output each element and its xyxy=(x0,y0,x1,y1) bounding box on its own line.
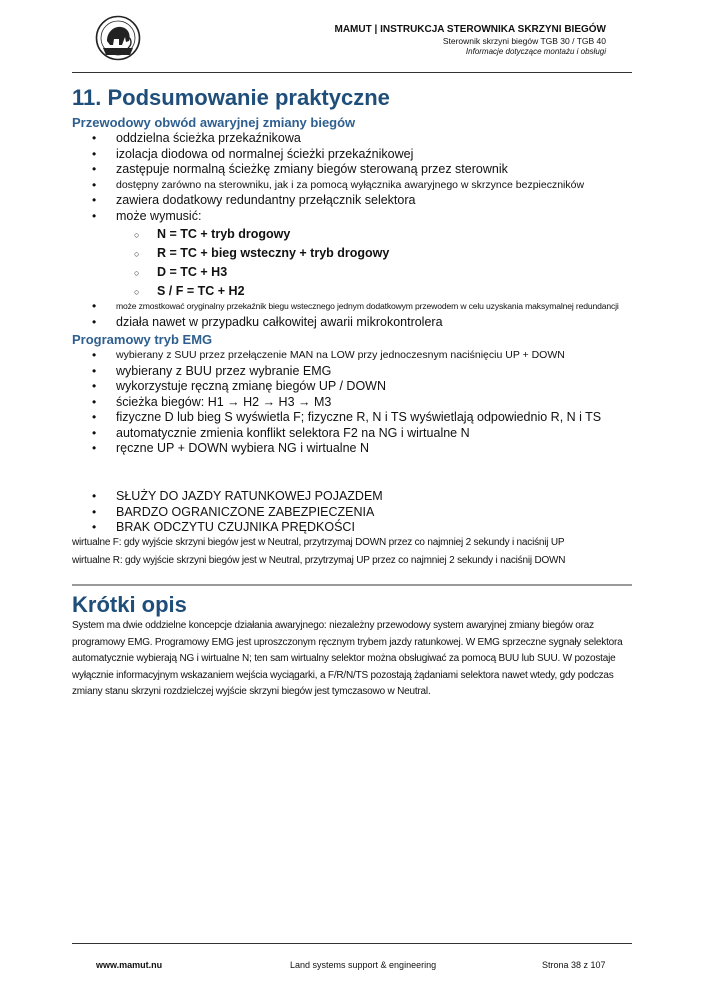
header-subtitle: Sterownik skrzyni biegów TGB 30 / TGB 40 xyxy=(442,36,606,46)
summary-text: System ma dwie oddzielne koncepcje działania awaryjnego: niezależny przewodowy system awaryjnej zmiany biegów oraz programowy EMG. Programowy EMG jest uproszczonym ręcznym trybem jazdy ratunkowej. W EMG sprzeczne sygnały selektora automatycznie wybierają NG i wirtualne N; ten sam wirtualny selektor można obsługiwać za pomocą BUU lub SUU. W pozostaje wyłącznie informacyjnym wskazaniem wejścia wyciągarki, a F/R/N/TS pozostają żądaniami selektora nawet wtedy, gdy podczas zmiany stanu skrzyni rozdzielczej wyjście skrzyni biegów jest tymczasowo w Neutral. xyxy=(72,620,623,697)
header-title: MAMUT | INSTRUKCJA STEROWNIKA SKRZYNI BIEGÓW xyxy=(334,24,606,35)
wired-list xyxy=(0,131,584,224)
list-item: • izolacja diodowa od normalnej ścieżki przekaźnikowej xyxy=(0,147,584,163)
mamut-logo xyxy=(95,15,141,61)
warning-item: • BRAK ODCZYTU CZUJNIKA PRĘDKOŚCI xyxy=(0,520,383,536)
header-note: Informacje dotyczące montażu i obsługi xyxy=(465,47,606,56)
list-item: • ścieżka biegów: H1 → H2 → H3 → M3 xyxy=(0,395,601,411)
footer-center-text: Land systems support & engineering xyxy=(290,960,437,970)
footer-website: www.mamut.nu xyxy=(96,960,163,970)
footer-divider xyxy=(72,943,632,944)
list-item: • dostępny zarówno na sterowniku, jak i za pomocą wyłącznika awaryjnego w skrzynce bezpieczników xyxy=(0,178,584,194)
emg-list xyxy=(0,348,601,457)
wired-list-continued xyxy=(0,299,619,330)
list-item: • ręczne UP + DOWN wybiera NG i wirtualne N xyxy=(0,441,601,457)
list-item: • może wymusić: xyxy=(0,209,584,225)
list-item: • działa nawet w przypadku całkowitej awarii mikrokontrolera xyxy=(0,315,619,331)
list-item: • wybierany z SUU przez przełączenie MAN na LOW przy jednoczesnym naciśnięciu UP + DOWN xyxy=(0,348,601,364)
list-item: • może zmostkować oryginalny przekaźnik biegu wstecznego jednym dodatkowym przewodem w celu uzyskania maksymalnej redundancji xyxy=(0,299,619,315)
sub-list-item: ○ N = TC + tryb drogowy xyxy=(0,225,389,244)
warning-list xyxy=(0,489,383,536)
list-item: • zawiera dodatkowy redundantny przełącznik selektora xyxy=(0,193,584,209)
virtual-r-note: wirtualne R: gdy wyjście skrzyni biegów jest w Neutral, przytrzymaj UP przez co najmniej 2 sekundy i naciśnij DOWN xyxy=(72,555,566,566)
header-divider xyxy=(72,72,632,73)
sub-list-item: ○ D = TC + H3 xyxy=(0,263,389,282)
sub-list-item: ○ R = TC + bieg wsteczny + tryb drogowy xyxy=(0,244,389,263)
list-item: • oddzielna ścieżka przekaźnikowa xyxy=(0,131,584,147)
section-divider xyxy=(72,584,632,586)
list-item: • wybierany z BUU przez wybranie EMG xyxy=(0,364,601,380)
sub-list-item: ○ S / F = TC + H2 xyxy=(0,282,389,301)
warning-item: • SŁUŻY DO JAZDY RATUNKOWEJ POJAZDEM xyxy=(0,489,383,505)
warning-item: • BARDZO OGRANICZONE ZABEZPIECZENIA xyxy=(0,505,383,521)
list-item: • zastępuje normalną ścieżkę zmiany biegów sterowaną przez sterownik xyxy=(0,162,584,178)
list-item: • automatycznie zmienia konflikt selektora F2 na NG i wirtualne N xyxy=(0,426,601,442)
list-item: • wykorzystuje ręczną zmianę biegów UP / DOWN xyxy=(0,379,601,395)
list-item: • fizyczne D lub bieg S wyświetla F; fizyczne R, N i TS wyświetlają odpowiednio R, N i TS xyxy=(0,410,601,426)
group-title-emg: Programowy tryb EMG xyxy=(72,332,213,347)
force-sublist xyxy=(0,225,389,301)
section-title: 11. Podsumowanie praktyczne xyxy=(72,85,390,110)
page-number: Strona 38 z 107 xyxy=(542,960,606,970)
summary-title: Krótki opis xyxy=(72,592,187,617)
virtual-f-note: wirtualne F: gdy wyjście skrzyni biegów jest w Neutral, przytrzymaj DOWN przez co najmniej 2 sekundy i naciśnij UP xyxy=(72,537,565,548)
group-title-wired: Przewodowy obwód awaryjnej zmiany biegów xyxy=(72,115,356,130)
header-block xyxy=(335,24,607,57)
